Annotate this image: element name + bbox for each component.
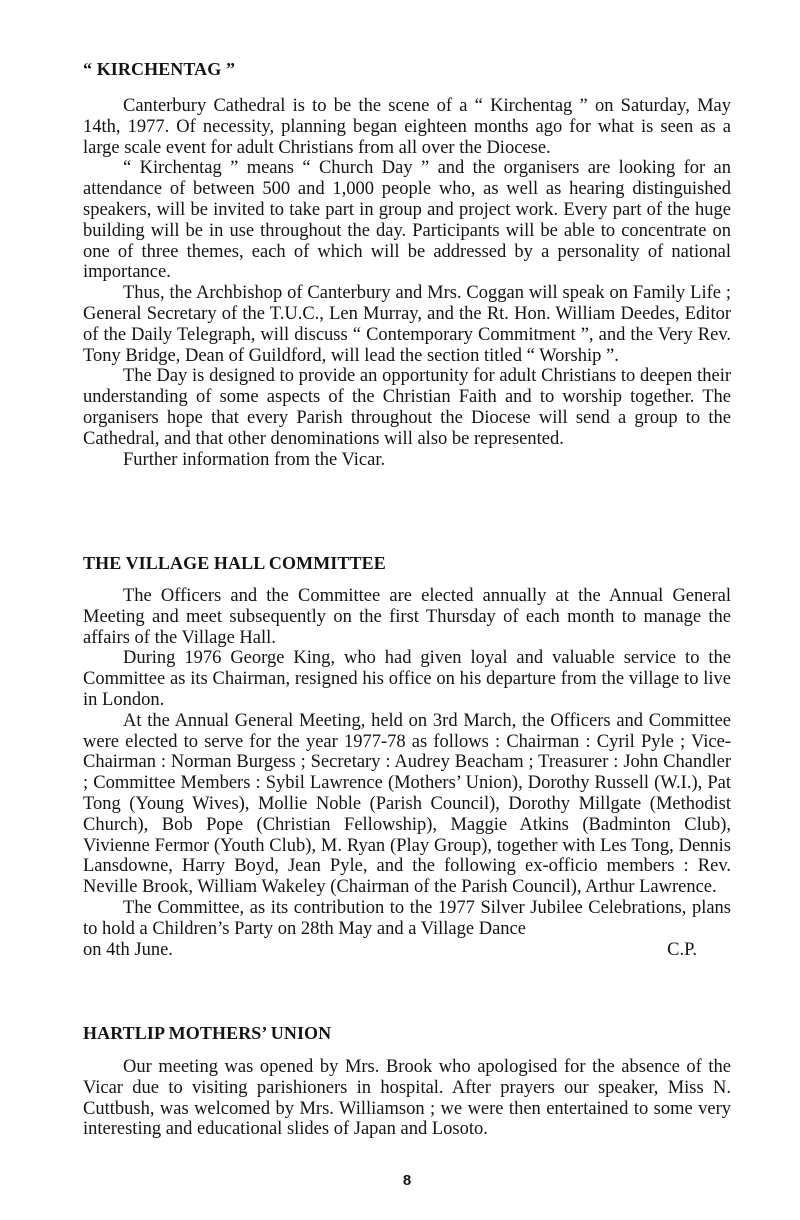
document-page bbox=[83, 0, 731, 1220]
village-hall-heading: THE VILLAGE HALL COMMITTEE bbox=[83, 553, 386, 573]
village-hall-paragraph: During 1976 George King, who had given loyal and valuable service to the Committee as its Chairman, resigned his office on his departure from the village to live in London. bbox=[83, 648, 731, 710]
village-hall-paragraph: The Committee, as its contribution to the 1977 Silver Jubilee Celebrations, plans to hold a Children’s Party on 28th May and a Village Dance bbox=[83, 897, 731, 939]
kirchentag-paragraph: Thus, the Archbishop of Canterbury and Mrs. Coggan will speak on Family Life ; General Secretary of the T.U.C., Len Murray, and the Rt. Hon. William Deedes, Editor of the Daily Telegraph, will discuss “ Contemporary Commitment ”, and the Very Rev. Tony Bridge, Dean of Guildford, will lead the section titled “ Worship ”. bbox=[83, 283, 731, 366]
kirchentag-paragraph: The Day is designed to provide an opportunity for adult Christians to deepen their understanding of some aspects of the Christian Faith and to worship together. The organisers hope that every Parish throughout the Diocese will send a group to the Cathedral, and that other denominations will also be represented. bbox=[83, 366, 731, 449]
village-hall-paragraph: The Officers and the Committee are elected annually at the Annual General Meeting and meet subsequently on the first Thursday of each month to manage the affairs of the Village Hall. bbox=[83, 586, 731, 648]
village-hall-paragraph: At the Annual General Meeting, held on 3rd March, the Officers and Committee were elected to serve for the year 1977-78 as follows : Chairman : Cyril Pyle ; Vice-Chairman : Norman Burgess ; Secretary : Audrey Beacham ; Treasurer : John Chandler ; Committee Members : Sybil Lawrence (Mothers’ Union), Dorothy Russell (W.I.), Pat Tong (Young Wives), Mollie Noble (Parish Council), Dorothy Millgate (Methodist Church), Bob Pope (Christian Fellowship), Maggie Atkins (Badminton Club), Vivienne Fermor (Youth Club), M. Ryan (Play Group), together with Les Tong, Dennis Lansdowne, Harry Boyd, Jean Pyle, and the following ex-officio members : Rev. Neville Brook, William Wakeley (Chairman of the Parish Council), Arthur Lawrence. bbox=[83, 710, 731, 898]
kirchentag-heading: “ KIRCHENTAG ” bbox=[83, 59, 236, 79]
village-hall-final-line: on 4th June. bbox=[83, 939, 173, 960]
author-initials: C.P. bbox=[667, 939, 697, 960]
kirchentag-paragraph: Canterbury Cathedral is to be the scene of a “ Kirchentag ” on Saturday, May 14th, 1977. Of necessity, planning began eighteen months ago for what is seen as a large scale event for adult Christians from all over the Diocese. bbox=[83, 96, 731, 158]
kirchentag-paragraph: “ Kirchentag ” means “ Church Day ” and the organisers are looking for an attendance of between 500 and 1,000 people who, as well as hearing distinguished speakers, will be invited to take part in group and project work. Every part of the huge building will be in use throughout the day. Participants will be able to concentrate on one of three themes, each of which will be addressed by a personality of national importance. bbox=[83, 158, 731, 283]
kirchentag-body bbox=[83, 96, 731, 470]
page-number: 8 bbox=[402, 1172, 412, 1189]
village-hall-signoff bbox=[83, 940, 731, 961]
mothers-union-heading: HARTLIP MOTHERS’ UNION bbox=[83, 1023, 332, 1043]
mothers-union-body bbox=[83, 1057, 731, 1140]
kirchentag-paragraph: Further information from the Vicar. bbox=[123, 449, 386, 470]
mothers-union-paragraph: Our meeting was opened by Mrs. Brook who apologised for the absence of the Vicar due to visiting parishioners in hospital. After prayers our speaker, Miss N. Cuttbush, was welcomed by Mrs. Williamson ; we were then entertained to some very interesting and educational slides of Japan and Losoto. bbox=[83, 1057, 731, 1140]
village-hall-body bbox=[83, 586, 731, 960]
